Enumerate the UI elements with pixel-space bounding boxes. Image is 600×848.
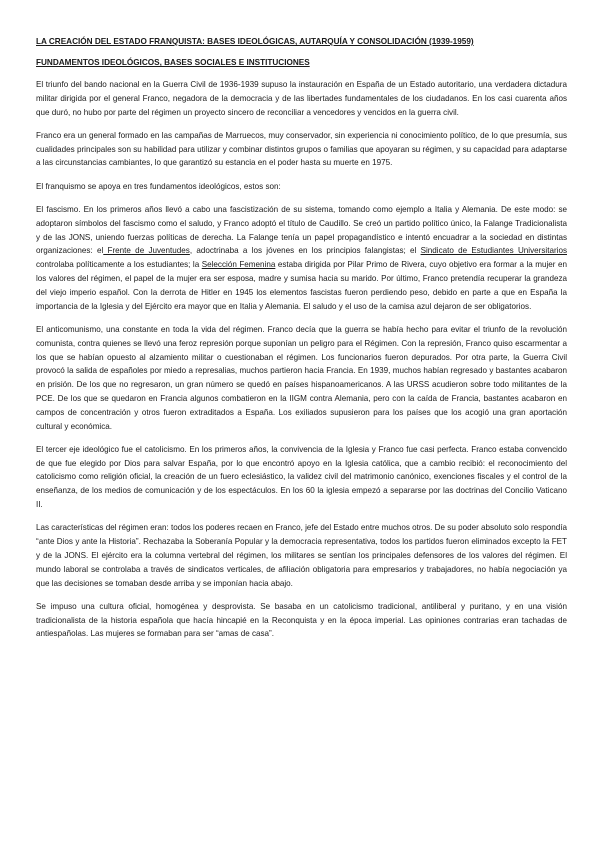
section-subtitle: FUNDAMENTOS IDEOLÓGICOS, BASES SOCIALES E INSTITUCIONES [36,58,310,67]
fascismo-text-c: controlaba políticamente a los estudiantes; la [36,260,202,270]
sindicato-estudiantes-link[interactable]: Sindicato de Estudiantes Universitarios [420,246,567,256]
paragraph-fundamentos: El franquismo se apoya en tres fundamentos ideológicos, estos son: [36,181,281,191]
paragraph-fascismo [36,203,567,313]
seleccion-femenina-link[interactable]: Selección Femenina [201,260,276,270]
paragraph-catolicismo: El tercer eje ideológico fue el catolicismo. En los primeros años, la convivencia de la Iglesia y Franco fue casi perfecta. Franco estaba convencido de que fue elegido por Dios para salvar España, por lo que encontró apoyo en la Iglesia católica, que a cambio recibió: el reconocimiento del catolicismo como religión oficial, la creación de un fuero eclesiástico, la validez civil del matrimonio canónico, exenciones fiscales y el control de la enseñanza, de los medios de comunicación y de los espectáculos. En los 60 la iglesia empezó a separarse por las doctrinas del Concilio Vaticano II. [36,444,567,510]
paragraph-anticomunismo: El anticomunismo, una constante en toda la vida del régimen. Franco decía que la guerra se había hecho para evitar el triunfo de la revolución comunista, contra quienes se llevó una feroz represión porque suponían un peligro para el Régimen. Con la represión, Franco quiso escarmentar a los que se habían opuesto al alzamiento militar o cuestionaban el régimen. Los funcionarios fueron depurados. Por otra parte, la Guerra Civil provocó la salida de españoles por miedo a represalias, muchos partieron hacia Francia. En 1939, muchos habían regresado y bastantes acabaron en prisión. De los que no regresaron, un gran número se quedó en países hispanoamericanos. A las URSS acudieron sobre todo militantes de la PCE. De los que se quedaron en Francia algunos combatieron en la IIGM contra Alemania, pero con la caída de Francia, bastantes acabaron en campos de concentración y otros fueron extraditados a España. Los exiliados supusieron para los países que los acogió una gran aportación cultural y económica. [36,324,567,431]
fascismo-text-b: , adoctrinaba a los jóvenes en los principios falangistas; el [189,246,421,256]
paragraph-intro: El triunfo del bando nacional en la Guerra Civil de 1936-1939 supuso la instauración en España de un Estado autoritario, una verdadera dictadura militar dirigida por el general Franco, negadora de la democracia y de las libertades fundamentales de los ciudadanos. En los casi cuarenta años que duró, no hubo por parte del régimen un proyecto sincero de reconciliar a vencedores y vencidos en la guerra civil. [36,80,567,117]
frente-juventudes-link[interactable]: Frente de Juventudes [103,246,190,256]
paragraph-franco: Franco era un general formado en las campañas de Marruecos, muy conservador, sin experiencia ni conocimiento político, de lo que presumía, sus cualidades principales son su habilidad para utilizar y combinar distintos grupos o familias que apoyaran su régimen, y su capacidad para adaptarse a las circunstancias cambiantes, lo que garantizó su estancia en el poder hasta su muerte en 1975. [36,130,567,168]
paragraph-caracteristicas: Las características del régimen eran: todos los poderes recaen en Franco, jefe del Estado entre muchos otros. De su poder absoluto solo respondía “ante Dios y ante la Historia”. Rechazaba la Soberanía Popular y la democracia representativa, todos los partidos fueron eliminados excepto la FET y de la JONS. El ejército era la columna vertebral del régimen, los militares se sentían los principales defensores de los valores del régimen. El mundo laboral se controlaba a través de sindicatos verticales, de afiliación obligatoria para empresarios y trabajadores, no había negociación ya que las decisiones se tomaban desde arriba y se imponían hacia abajo. [36,523,567,588]
fascismo-text-a: El fascismo. En los primeros años llevó a cabo una fascistización de su sistema, tomando como ejemplo a Italia y Alemania. De este modo: se adoptaron símbolos del fascismo como el saludo, y Franco adoptó el título de Caudillo. Se creó un partido político único, la Falange Tradicionalista y de las JONS, uniendo fuerzas políticas de derecha. La Falange tenía un papel propagandístico e intentó encuadrar a la sociedad en distintas organizaciones: el [36,205,567,256]
fascismo-text-d: estaba dirigida por Pilar Primo de Rivera, cuyo objetivo era formar a la mujer en los valores del régimen, el papel de la mujer era ser esposa, madre y sumisa hacia su marido. Por último, Franco pretendía recuperar la grandeza del viejo imperio español. Con la derrota de Hitler en 1945 los elementos fascistas fueron perdiendo peso, debido en parte a que en España la importancia de la Iglesia y del Ejército era mayor que en Italia y Alemania. El saludo y el uso de la camisa azul dejaron de ser obligatorios. [36,260,567,311]
paragraph-cultura: Se impuso una cultura oficial, homogénea y desprovista. Se basaba en un catolicismo tradicional, antiliberal y puritano, y en una visión tradicionalista de la historia española que hacía hincapié en la Reconquista y en la época imperial. Las opiniones contrarias eran tachadas de antiespañolas. Las mujeres se formaban para ser “amas de casa”. [36,601,567,639]
document-title: LA CREACIÓN DEL ESTADO FRANQUISTA: BASES IDEOLÓGICAS, AUTARQUÍA Y CONSOLIDACIÓN (1939-1959) [36,37,474,46]
